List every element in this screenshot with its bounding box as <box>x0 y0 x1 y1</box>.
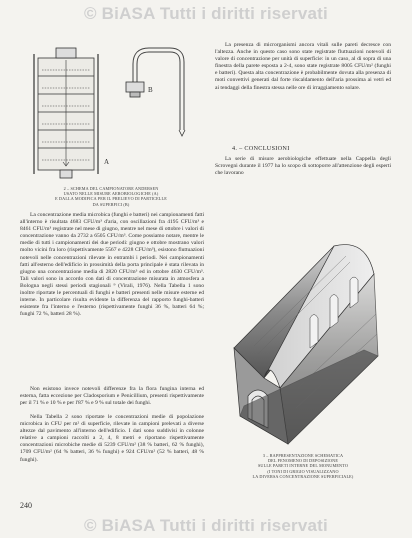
figure-3-caption: 3 – RAPPRESENTAZIONE SCHEMATICA DEL FENOMENO DI DEPOSIZIONE SULLE PARETI INTERNE DEL MONUMENTO (I TONI DI GRIGIO VISUALIZZANO LA DIVERSA CONCENTRAZIONE SUPERFICIALE) <box>252 453 354 479</box>
left-paragraph-3: Nella Tabella 2 sono riportate le concentrazioni medie di popolazione microbica in CFU per m² di superficie, rilevate in campioni prelevati a diverse altezze dal pavimento all'interno dell'edificio. I dati sono suddivisi in colonne relative a campioni raccolti a 2, 4, 8 metri e riportano rispettivamente concentrazioni microbiche medie di 5239 CFU/m² (38 % batteri, 62 % funghi), 1709 CFU/m² (64 % batteri, 36 % funghi) e 924 CFU/m² (52 % batteri, 48 % funghi). <box>20 414 204 463</box>
section-heading-conclusions: 4. – CONCLUSIONI <box>232 145 290 152</box>
figure-2-caption: 2 – SCHEMA DEL CAMPIONATORE ANDERSEN USATO NELLE MISURE AEROBIOLOGICHE (A) E DALLA MODIFICA PER IL PRELIEVO DI PARTICELLE DA SUPERFICI (B) <box>55 186 167 207</box>
watermark-top: © BiASA Tutti i diritti riservati <box>84 4 328 23</box>
page-number: 240 <box>20 501 32 510</box>
left-paragraph-1: La concentrazione media microbica (funghi e batteri) nei campionamenti fatti all'interno è risultata 4683 CFU/m³ d'aria, con oscillazioni fra 4195 CFU/m³ e 8461 CFU/m³ registrate nel mese di giugno, mentre nel mese di ottobre i valori di concentrazione vanno da 2732 a 6505 CFU/m³. Come possiamo notare, mentre le medie di tutti i campionamenti dei due periodi: giugno e ottobre mostrano valori molto vicini fra loro (rispettivamente 5567 e 4228 CFU/m³), esistono fluttuazioni notevoli nelle concentrazioni rilevate in entrambi i periodi. Nei campionamenti fatti all'esterno dell'edificio in prossimità della porta principale è stata rilevata in giugno una concentrazione media di 2820 CFU/m³ ed in ottobre 4630 CFU/m³. Tali valori sono in accordo con dati di concentrazione misurata in atmosfera a Bologna negli stessi periodi stagionali ⁹ (Virali, 1976). Nella Tabella 1 sono inoltre riportate le percentuali di funghi e batteri presenti nelle misure esterne ed interne. In particolare risulta evidente la differenza del rapporto funghi-batteri esistente fra l'interno e l'esterno (rispettivamente funghi 36 %, batteri 64 %; funghi 72 %, batteri 28 %). <box>20 212 204 318</box>
figure-label-b: B <box>148 86 153 94</box>
watermark-bottom: © BiASA Tutti i diritti riservati <box>84 516 328 535</box>
right-paragraph-walls: La presenza di microrganismi ancora vitali sulle pareti decresce con l'altezza. Anche in questo caso sono state registrate fluttuazioni notevoli di valore di concentrazione per unità di superficie: in un caso, al di sopra di una finestra della parete esposta a 2-4, sono state registrate 8005 CFU/m² (funghi e batteri). Questa alta concentrazione è probabilmente dovuta alla presenza di moti convettivi generati dal forte riscaldamento dell'aria prossima ai vetri ed ai tendaggi della finestra stessa nelle ore di irraggiamento solare. <box>215 42 391 91</box>
figure-label-a: A <box>104 158 110 166</box>
andersen-sampler-figure <box>20 40 200 185</box>
left-paragraph-2: Non esistono invece notevoli differenze fra la flora fungina interna ed esterna, fatta eccezione per Cladosporium e Penicillium, presenti rispettivamente per il 71 % e 10 % e per l'87 % e 9 % sul totale dei funghi. <box>20 386 204 407</box>
conclusions-paragraph: La serie di misure aerobiologiche effettuate nella Cappella degli Scrovegni durante il 1977 ha lo scopo di sottoporre all'attenzione degli esperti che lavorano <box>215 156 391 177</box>
chapel-deposition-figure <box>214 238 402 450</box>
